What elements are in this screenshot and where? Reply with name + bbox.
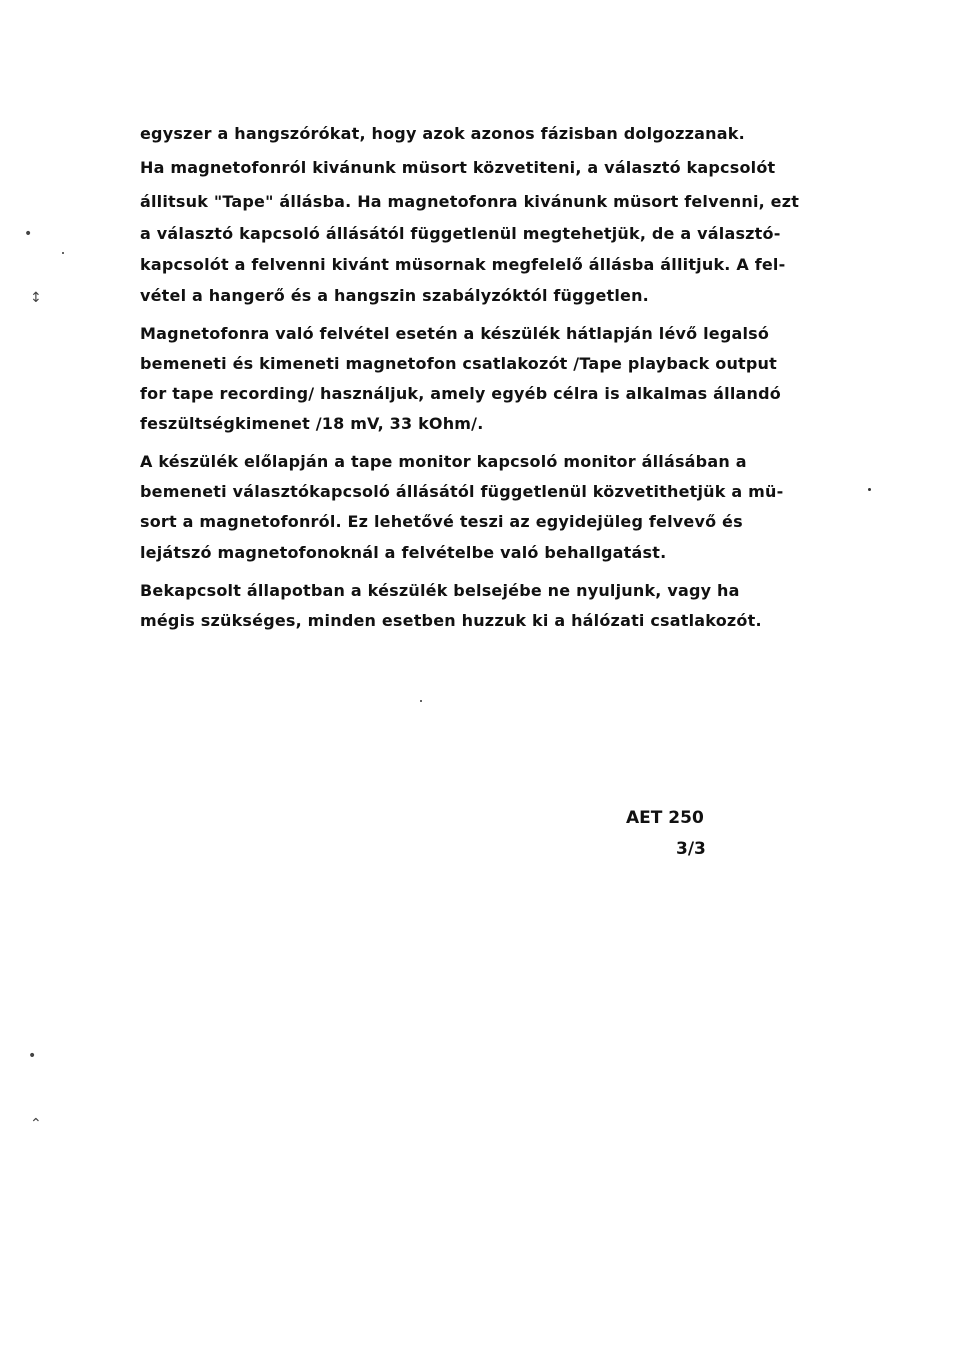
paragraph-2-line-3: for tape recording/ használjuk, amely egyéb célra is alkalmas állandó	[140, 384, 781, 403]
paragraph-2-line-4: feszültségkimenet /18 mV, 33 kOhm/.	[140, 414, 484, 433]
paragraph-1-line-4: a választó kapcsoló állásától függetlenül megtehetjük, de a választó-	[140, 224, 781, 243]
paragraph-1-line-1: egyszer a hangszórókat, hogy azok azonos fázisban dolgozzanak.	[140, 124, 745, 143]
margin-mark-3: •	[28, 1048, 37, 1064]
paragraph-3-line-3: sort a magnetofonról. Ez lehetővé teszi az egyidejüleg felvevő és	[140, 512, 743, 531]
paragraph-4-line-2: mégis szükséges, minden esetben huzzuk ki a hálózati csatlakozót.	[140, 611, 762, 630]
paragraph-2-line-1: Magnetofonra való felvétel esetén a készülék hátlapján lévő legalsó	[140, 324, 770, 343]
margin-mark-2: ↕	[30, 290, 42, 306]
paragraph-4-line-1: Bekapcsolt állapotban a készülék belsejébe ne nyuljunk, vagy ha	[140, 581, 740, 600]
paragraph-1-line-3: állitsuk "Tape" állásba. Ha magnetofonra kivánunk müsort felvenni, ezt	[140, 192, 800, 211]
paragraph-3-line-4: lejátszó magnetofonoknál a felvételbe való behallgatást.	[140, 543, 667, 562]
paragraph-1-line-5: kapcsolót a felvenni kivánt müsornak megfelelő állásba állitjuk. A fel-	[140, 255, 786, 274]
scan-speck	[420, 700, 422, 702]
paragraph-2-line-2: bemeneti és kimeneti magnetofon csatlakozót /Tape playback output	[140, 354, 777, 373]
paragraph-3-line-1: A készülék előlapján a tape monitor kapcsoló monitor állásában a	[140, 452, 747, 471]
paragraph-3-line-2: bemeneti választókapcsoló állásától függetlenül közvetithetjük a mü-	[140, 482, 784, 501]
paragraph-1-line-6: vétel a hangerő és a hangszin szabályzóktól független.	[140, 286, 649, 305]
scan-speck	[62, 252, 64, 254]
footer-model: AET 250	[626, 808, 704, 828]
scan-speck	[868, 488, 871, 491]
margin-mark-4: ⌃	[30, 1116, 42, 1132]
paragraph-1-line-2: Ha magnetofonról kivánunk müsort közvetiteni, a választó kapcsolót	[140, 158, 776, 177]
margin-mark-1: •	[24, 226, 33, 242]
footer-page-number: 3/3	[676, 839, 706, 859]
